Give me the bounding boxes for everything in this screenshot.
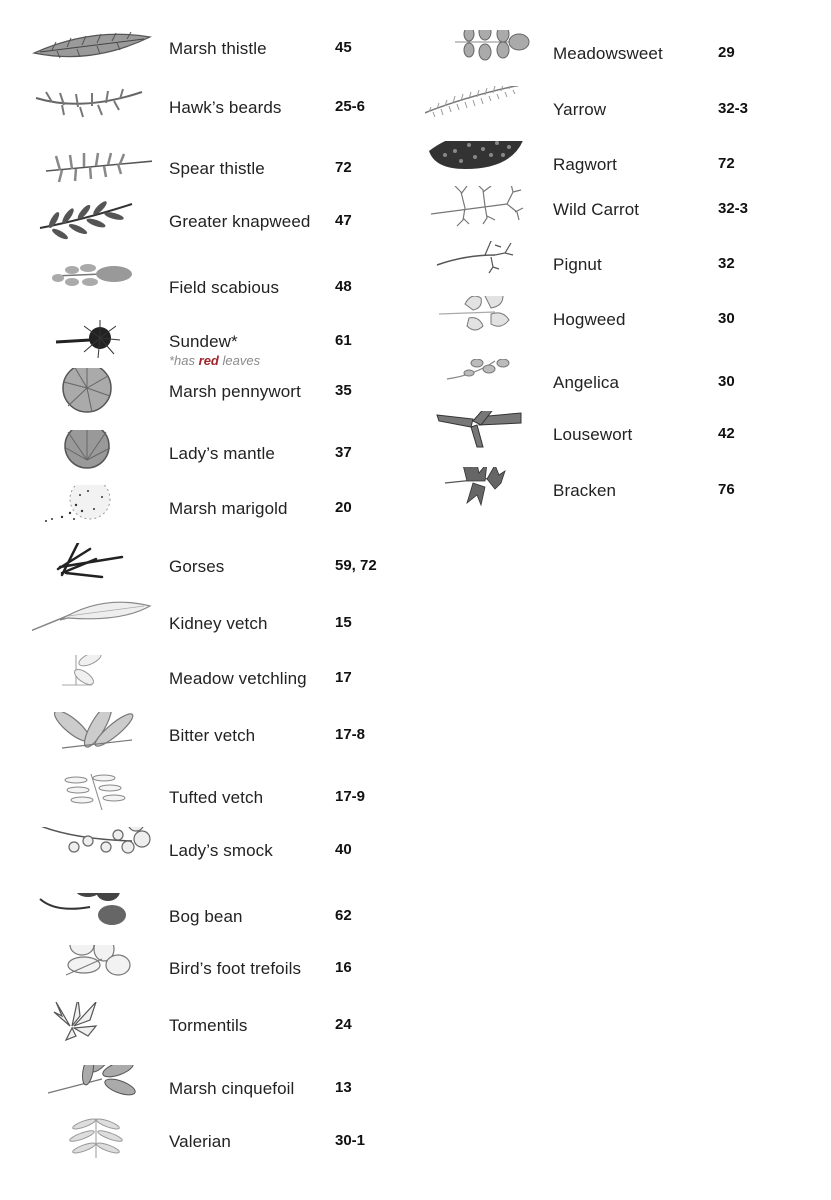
footnote-highlight: red xyxy=(198,353,219,368)
plant-name: Gorses xyxy=(169,557,225,576)
gorse-leaf-icon xyxy=(32,543,152,593)
plant-name: Bitter vetch xyxy=(169,726,256,745)
sundew-leaf-icon xyxy=(32,318,152,368)
pignut-leaf-icon xyxy=(425,241,545,291)
page-number: 16 xyxy=(335,959,352,976)
plant-name: Valerian xyxy=(169,1132,231,1151)
footnote-prefix: *has xyxy=(169,353,199,368)
bog-bean-leaf-icon xyxy=(32,893,152,943)
page-number: 17-8 xyxy=(335,726,366,743)
bitter-vetch-leaf-icon xyxy=(32,712,152,762)
page-number: 72 xyxy=(718,155,735,172)
ragwort-leaf-icon xyxy=(425,141,545,191)
marsh-cinquefoil-leaf-icon xyxy=(32,1065,152,1115)
page-number: 40 xyxy=(335,841,352,858)
page-number: 30 xyxy=(718,310,735,327)
plant-name: Marsh thistle xyxy=(169,39,267,58)
plant-name: Tufted vetch xyxy=(169,788,264,807)
ladys-smock-leaf-icon xyxy=(32,827,152,877)
tormentil-leaf-icon xyxy=(32,1002,152,1052)
lousewort-leaf-icon xyxy=(425,411,545,461)
page-number: 62 xyxy=(335,907,352,924)
plant-name: Marsh cinquefoil xyxy=(169,1079,295,1098)
page-number: 24 xyxy=(335,1016,352,1033)
plant-name: Bog bean xyxy=(169,907,243,926)
field-scabious-leaf-icon xyxy=(32,264,152,314)
plant-name: Bracken xyxy=(553,481,617,500)
plant-name: Ragwort xyxy=(553,155,618,174)
greater-knapweed-leaf-icon xyxy=(32,198,152,248)
valerian-leaf-icon xyxy=(32,1118,152,1168)
plant-name: Lady’s mantle xyxy=(169,444,275,463)
page-number: 32 xyxy=(718,255,735,272)
plant-name: Meadow vetchling xyxy=(169,669,307,688)
page-number: 13 xyxy=(335,1079,352,1096)
plant-name: Wild Carrot xyxy=(553,200,640,219)
spear-thistle-leaf-icon xyxy=(32,145,152,195)
meadowsweet-leaf-icon xyxy=(425,30,545,80)
hawks-beards-leaf-icon xyxy=(32,84,152,134)
bracken-leaf-icon xyxy=(425,467,545,517)
plant-name: Marsh pennywort xyxy=(169,382,301,401)
page-number: 25-6 xyxy=(335,98,366,115)
page-number: 17-9 xyxy=(335,788,366,805)
plant-name: Field scabious xyxy=(169,278,280,297)
plant-name: Tormentils xyxy=(169,1016,248,1035)
plant-name: Meadowsweet xyxy=(553,44,663,63)
yarrow-leaf-icon xyxy=(425,86,545,136)
plant-name: Hogweed xyxy=(553,310,626,329)
plant-name: Lady’s smock xyxy=(169,841,273,860)
sundew-footnote xyxy=(169,353,260,368)
plant-name: Yarrow xyxy=(553,100,607,119)
page-number: 45 xyxy=(335,39,352,56)
page-number: 76 xyxy=(718,481,735,498)
plant-name: Angelica xyxy=(553,373,620,392)
plant-name: Greater knapweed xyxy=(169,212,311,231)
ladys-mantle-leaf-icon xyxy=(32,430,152,480)
page-number: 30 xyxy=(718,373,735,390)
marsh-thistle-leaf-icon xyxy=(32,25,152,75)
page-number: 29 xyxy=(718,44,735,61)
footnote-suffix: leaves xyxy=(218,353,261,368)
page-number: 72 xyxy=(335,159,352,176)
marsh-pennywort-leaf-icon xyxy=(32,368,152,418)
kidney-vetch-leaf-icon xyxy=(32,600,152,650)
page-number: 30-1 xyxy=(335,1132,366,1149)
meadow-vetchling-leaf-icon xyxy=(32,655,152,705)
birds-foot-trefoil-leaf-icon xyxy=(32,945,152,995)
page-number: 15 xyxy=(335,614,352,631)
plant-name: Lousewort xyxy=(553,425,633,444)
plant-name: Hawk’s beards xyxy=(169,98,282,117)
plant-name: Marsh marigold xyxy=(169,499,288,518)
page-number: 47 xyxy=(335,212,352,229)
page-number: 59, 72 xyxy=(335,557,377,574)
page-number: 48 xyxy=(335,278,352,295)
page-number: 42 xyxy=(718,425,735,442)
angelica-leaf-icon xyxy=(425,359,545,409)
marsh-marigold-leaf-icon xyxy=(32,485,152,535)
wild-carrot-leaf-icon xyxy=(425,186,545,236)
page-number: 37 xyxy=(335,444,352,461)
plant-name: Spear thistle xyxy=(169,159,265,178)
page-number: 20 xyxy=(335,499,352,516)
page-number: 32-3 xyxy=(718,100,749,117)
page-number: 17 xyxy=(335,669,352,686)
page-number: 32-3 xyxy=(718,200,749,217)
plant-name: Bird’s foot trefoils xyxy=(169,959,302,978)
page-number: 61 xyxy=(335,332,352,349)
plant-name: Pignut xyxy=(553,255,602,274)
hogweed-leaf-icon xyxy=(425,296,545,346)
plant-name: Sundew* xyxy=(169,332,238,351)
plant-name: Kidney vetch xyxy=(169,614,268,633)
tufted-vetch-leaf-icon xyxy=(32,774,152,824)
page-number: 35 xyxy=(335,382,352,399)
